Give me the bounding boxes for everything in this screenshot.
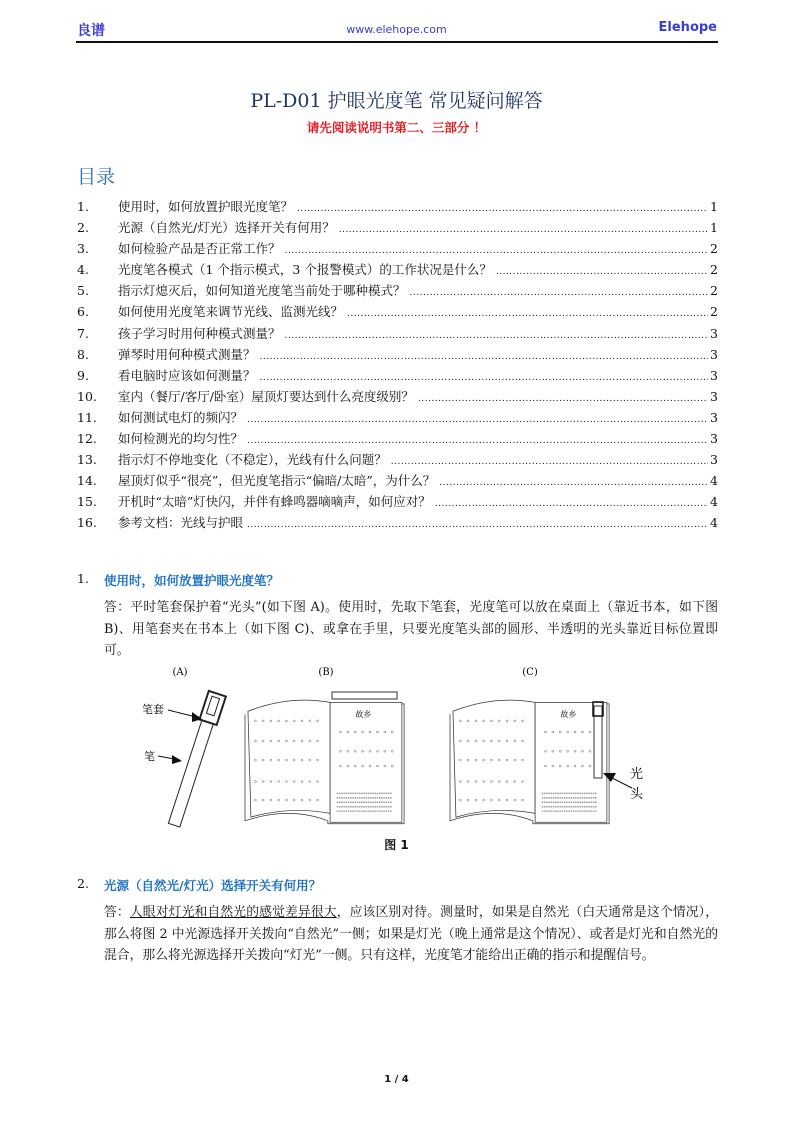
toc-leader — [260, 352, 709, 362]
toc-text: 如何检测光的均匀性？ — [118, 431, 244, 447]
answer-body: ，应该区别对待。测量时，如果是自然光（白天通常是这个情况），那么将图 2 中光源选择开关拨向“自然光”一侧；如果是灯光（晚上通常是这个情况）、或者是灯光和自然光的混合，那么将光源选择开关拨向“灯光”一侧。只有这样，光度笔才能给出正确的指示和提醒信号。 — [104, 905, 718, 964]
toc-number: 12. — [77, 431, 97, 447]
toc-text: 光源（自然光/灯光）选择开关有何用？ — [118, 220, 335, 236]
toc-number: 11. — [77, 409, 97, 425]
toc-text: 弹琴时用何种模式测量？ — [118, 346, 256, 362]
table-of-contents — [77, 197, 718, 535]
toc-page-number: 2 — [710, 241, 718, 257]
toc-page-number: 3 — [710, 431, 718, 447]
book-left-page — [453, 700, 535, 817]
toc-number: 13. — [77, 452, 97, 468]
figure-label-c: (C) — [522, 667, 538, 678]
header-brand-cn: 良谱 — [77, 23, 105, 39]
toc-number: 8. — [77, 346, 89, 362]
page-title: PL-D01 护眼光度笔 常见疑问解答 — [250, 90, 543, 112]
toc-leader — [285, 246, 709, 256]
toc-leader — [496, 267, 708, 277]
toc-text: 室内（餐厅/客厅/卧室）屋顶灯要达到什么亮度级别？ — [118, 388, 414, 404]
toc-leader — [339, 225, 708, 235]
toc-number: 3. — [77, 241, 89, 257]
arrow-head-icon — [172, 755, 182, 764]
toc-heading: 目录 — [77, 166, 116, 188]
book-title: 故乡 — [355, 709, 372, 720]
book-right-page — [330, 702, 402, 822]
toc-number: 15. — [77, 494, 97, 510]
toc-number: 2. — [77, 220, 89, 236]
toc-page-number: 3 — [710, 325, 718, 341]
toc-item[interactable] — [77, 450, 718, 471]
toc-number: 5. — [77, 283, 89, 299]
toc-page-number: 4 — [710, 515, 718, 531]
toc-leader — [247, 415, 708, 425]
toc-leader — [247, 436, 708, 446]
toc-number: 9. — [77, 367, 89, 383]
toc-item[interactable] — [77, 366, 718, 387]
toc-item[interactable] — [77, 408, 718, 429]
toc-number: 7. — [77, 325, 89, 341]
toc-page-number: 2 — [710, 283, 718, 299]
header-website-link[interactable]: www.elehope.com — [346, 23, 447, 36]
section-title: 光源（自然光/灯光）选择开关有何用？ — [104, 878, 322, 893]
toc-text: 看电脑时应该如何测量？ — [118, 367, 256, 383]
head-label: 头 — [630, 787, 644, 802]
pen-label: 笔 — [144, 750, 155, 763]
section-2-answer — [104, 902, 718, 967]
head-label: 光 — [630, 767, 644, 782]
toc-leader — [435, 499, 708, 509]
toc-text: 参考文档：光线与护眼 — [118, 515, 244, 531]
toc-item[interactable] — [77, 260, 718, 281]
toc-number: 6. — [77, 304, 89, 320]
section-1-answer: 答：平时笔套保护着“光头”(如下图 A)。使用时，先取下笔套，光度笔可以放在桌面上（靠近书本，如下图 B)、用笔套夹在书本上（如下图 C)、或拿在手里，只要光度笔头部的圆形、半透明的光头靠近目标位置即可。 — [104, 600, 718, 659]
toc-number: 4. — [77, 262, 89, 278]
pen-clipped — [594, 706, 602, 778]
toc-page-number: 2 — [710, 262, 718, 278]
toc-page-number: 3 — [710, 452, 718, 468]
figure-label-b: (B) — [318, 667, 334, 678]
toc-item[interactable] — [77, 239, 718, 260]
toc-item[interactable] — [77, 345, 718, 366]
toc-leader — [410, 288, 709, 298]
section-title: 使用时，如何放置护眼光度笔？ — [104, 573, 280, 588]
page-subtitle: 请先阅读说明书第二、三部分 ！ — [306, 120, 487, 135]
toc-text: 屋顶灯似乎“很亮”，但光度笔指示“偏暗/太暗”，为什么？ — [118, 473, 436, 489]
section-2-heading[interactable] — [77, 876, 321, 894]
toc-number: 16. — [77, 515, 97, 531]
section-number: 1. — [77, 571, 89, 586]
header-divider — [76, 41, 718, 43]
section-1-heading[interactable] — [77, 571, 279, 589]
section-number: 2. — [77, 876, 89, 891]
toc-leader — [247, 520, 708, 530]
header-brand-en: Elehope — [658, 20, 717, 35]
toc-text: 使用时，如何放置护眼光度笔？ — [118, 199, 294, 214]
book-left-page — [248, 700, 330, 817]
toc-item[interactable] — [77, 324, 718, 345]
toc-page-number: 3 — [710, 388, 718, 404]
toc-text: 开机时“太暗”灯快闪，并伴有蜂鸣器嘀嘀声，如何应对？ — [118, 494, 431, 510]
answer-emphasis: 人眼对灯光和自然光的感觉差异很大 — [129, 905, 337, 920]
toc-item[interactable] — [77, 492, 718, 513]
toc-number: 1. — [77, 199, 89, 214]
toc-page-number: 3 — [710, 409, 718, 425]
page-number: 1 / 4 — [384, 1074, 409, 1085]
toc-leader — [391, 457, 708, 467]
pen-on-desk — [332, 692, 397, 699]
toc-item[interactable] — [77, 387, 718, 408]
toc-text: 指示灯熄灭后，如何知道光度笔当前处于哪种模式？ — [118, 283, 406, 299]
toc-page-number: 3 — [710, 346, 718, 362]
toc-leader — [439, 478, 708, 488]
toc-page-number: 2 — [710, 304, 718, 320]
toc-text: 指示灯不停地变化（不稳定），光线有什么问题？ — [118, 452, 387, 468]
toc-text: 光度笔各模式（1 个指示模式，3 个报警模式）的工作状况是什么？ — [118, 262, 492, 278]
figure-label-a: (A) — [172, 667, 188, 678]
answer-prefix: 答： — [104, 905, 130, 920]
toc-text: 如何测试电灯的频闪？ — [118, 409, 244, 425]
toc-number: 14. — [77, 473, 97, 489]
toc-page-number: 1 — [710, 199, 718, 214]
toc-text: 如何检验产品是否正常工作？ — [118, 241, 281, 257]
toc-item[interactable] — [77, 471, 718, 492]
figure-caption: 图 1 — [384, 838, 409, 852]
toc-item[interactable] — [77, 429, 718, 450]
toc-text: 如何使用光度笔来调节光线、监测光线？ — [118, 304, 344, 320]
toc-page-number: 1 — [710, 220, 718, 236]
toc-number: 10. — [77, 388, 97, 404]
open-book-illustration — [245, 700, 404, 824]
toc-leader — [260, 373, 709, 383]
toc-page-number: 4 — [710, 494, 718, 510]
toc-leader — [297, 204, 708, 214]
toc-leader — [347, 309, 708, 319]
open-book-illustration — [450, 700, 609, 824]
cap-label: 笔套 — [142, 703, 164, 716]
toc-page-number: 4 — [710, 473, 718, 489]
book-title: 故乡 — [560, 709, 577, 720]
figure-1 — [130, 660, 680, 850]
toc-text: 孩子学习时用何种模式测量？ — [118, 325, 281, 341]
toc-item[interactable] — [77, 302, 718, 323]
toc-item[interactable] — [77, 218, 718, 239]
toc-leader — [418, 394, 708, 404]
toc-page-number: 3 — [710, 367, 718, 383]
toc-item[interactable] — [77, 513, 718, 534]
toc-item[interactable] — [77, 281, 718, 302]
toc-leader — [285, 331, 709, 341]
toc-item[interactable] — [77, 197, 718, 218]
